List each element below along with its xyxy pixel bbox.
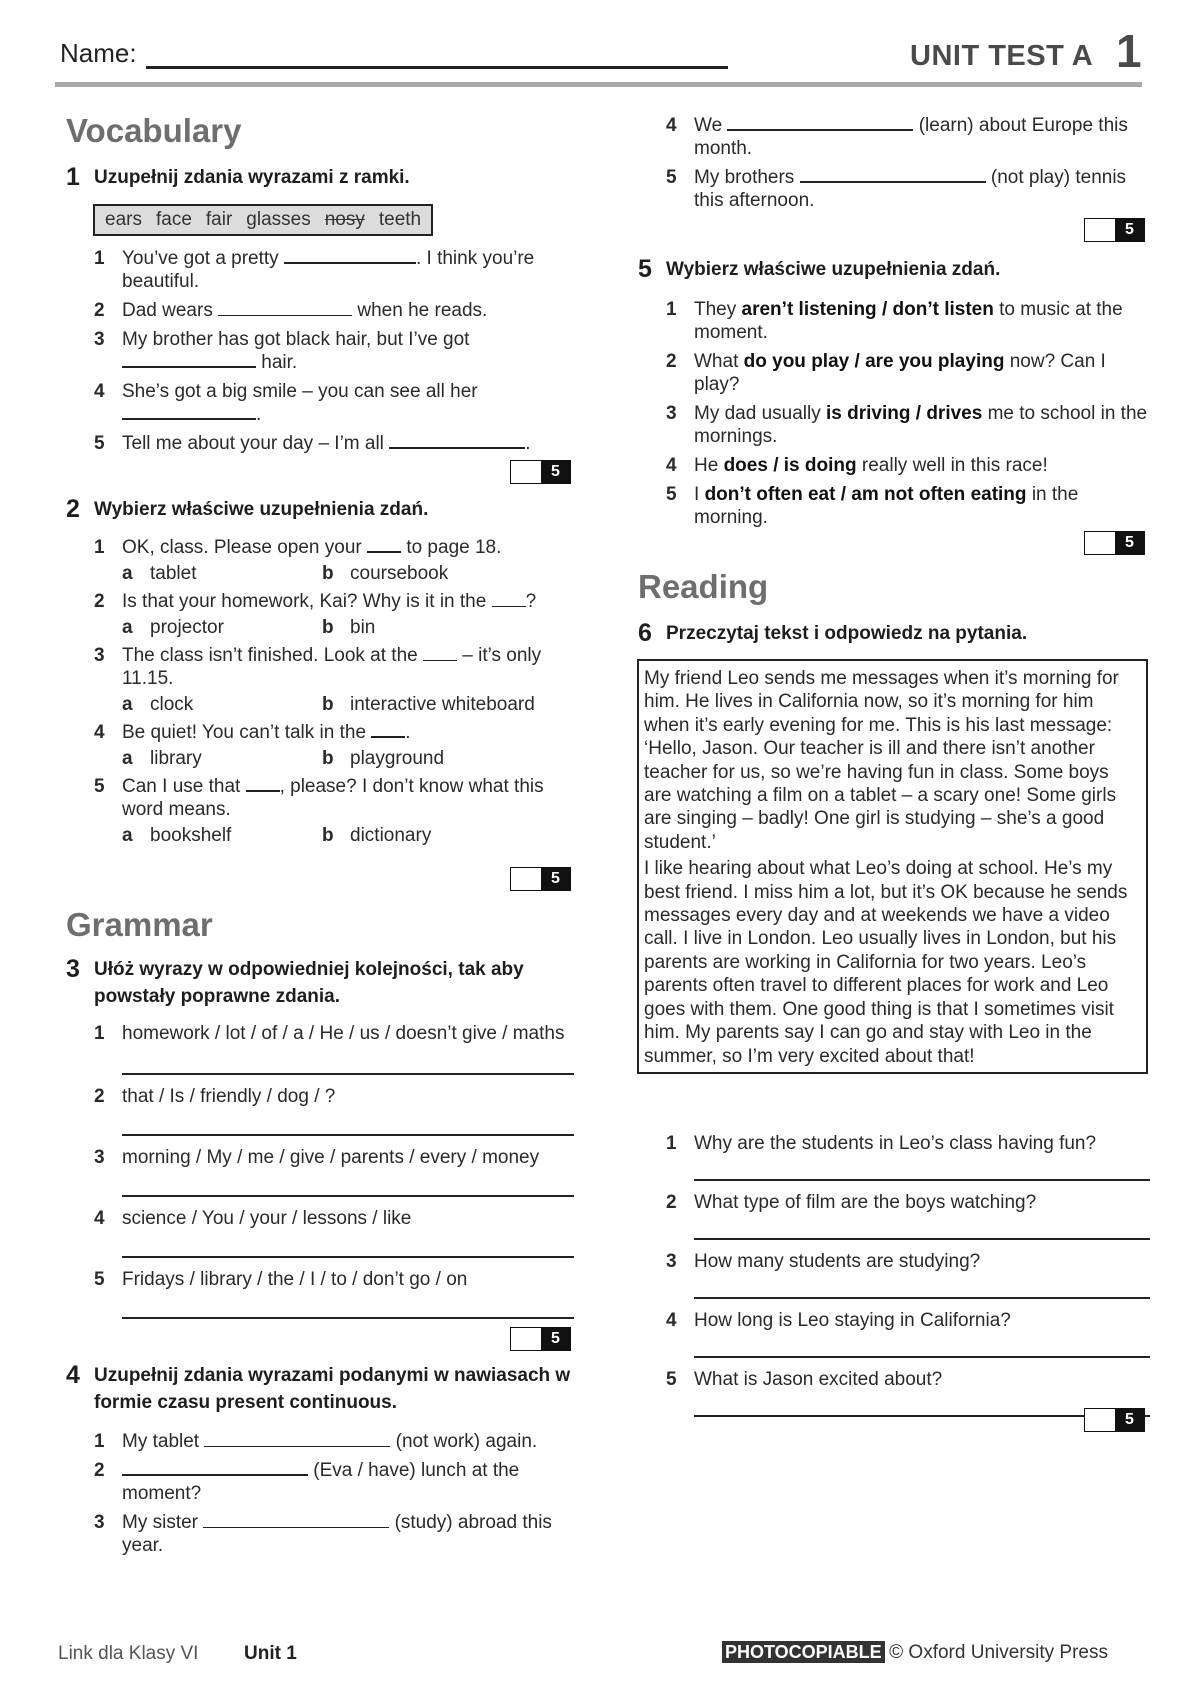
answer-line[interactable]: [122, 1124, 574, 1136]
answer-options: [122, 616, 574, 639]
list-item: 4 She’s got a big smile – you can see all her .: [94, 381, 478, 425]
option-a[interactable]: a tablet: [122, 563, 197, 584]
task-2-items: [94, 532, 574, 847]
photocopiable-badge: PHOTOCOPIABLE: [722, 1641, 885, 1663]
answer-line[interactable]: [694, 1346, 1150, 1358]
answer-line[interactable]: [122, 1185, 574, 1197]
choice-option[interactable]: do you play: [743, 351, 850, 372]
option-b[interactable]: b interactive whiteboard: [322, 694, 535, 715]
choice-option[interactable]: don’t listen: [892, 299, 994, 320]
list-item: 4 Be quiet! You can’t talk in the .: [94, 722, 411, 743]
task-2: [66, 496, 576, 523]
footer-copyright: [722, 1642, 1108, 1664]
answer-blank[interactable]: [371, 722, 405, 738]
task-title: Wybierz właściwe uzupełnienia zdań.: [94, 499, 429, 520]
answer-blank[interactable]: [727, 115, 913, 131]
answer-options: [122, 747, 574, 770]
task-4-items: [94, 1426, 574, 1557]
list-item: 4 We (learn) about Europe this month.: [666, 115, 1128, 159]
list-item: 2 that / Is / friendly / dog / ?: [94, 1086, 336, 1107]
list-item: 5 Tell me about your day – I’m all .: [94, 433, 531, 454]
list-item: 2 What do you play / are you playing now? Can I play?: [666, 351, 1106, 395]
list-item: 1 You’ve got a pretty . I think you’re beautiful.: [94, 248, 535, 292]
option-a[interactable]: a clock: [122, 694, 194, 715]
question-item: 4 How long is Leo staying in California?: [666, 1310, 1011, 1331]
name-label: Name:: [60, 38, 137, 68]
option-a[interactable]: a projector: [122, 617, 224, 638]
answer-blank[interactable]: [423, 646, 457, 661]
task-title: Uzupełnij zdania wyrazami podanymi w nawiasach w formie czasu present continuous.: [94, 1365, 571, 1413]
answer-blank[interactable]: [367, 537, 401, 553]
answer-blank[interactable]: [800, 167, 986, 183]
answer-blank[interactable]: [492, 592, 526, 607]
task-title: Uzupełnij zdania wyrazami z ramki.: [94, 167, 410, 188]
choice-option[interactable]: does: [723, 455, 768, 476]
section-title-vocabulary: Vocabulary: [66, 112, 242, 149]
option-b[interactable]: b coursebook: [322, 563, 449, 584]
task-number: 6: [638, 619, 652, 647]
answer-blank[interactable]: [218, 301, 352, 316]
reading-text-box: [637, 659, 1148, 1074]
task-number: 3: [66, 955, 80, 983]
choice-option[interactable]: am not often eating: [851, 484, 1027, 505]
option-a[interactable]: a library: [122, 748, 202, 769]
task-1-items: [94, 243, 574, 455]
answer-blank[interactable]: [204, 1432, 390, 1447]
list-item: 5 Fridays / library / the / I / to / don’t go / on: [94, 1269, 468, 1290]
score-box[interactable]: 5: [510, 867, 571, 891]
list-item: 4 science / You / your / lessons / like: [94, 1208, 412, 1229]
score-box[interactable]: 5: [510, 460, 571, 484]
unit-test-number: 1: [1116, 25, 1142, 77]
list-item: 3 My dad usually is driving / drives me to school in the mornings.: [666, 403, 1148, 447]
list-item: 1 OK, class. Please open your to page 18.: [94, 537, 502, 558]
list-item: 2 Dad wears when he reads.: [94, 300, 488, 321]
section-title-grammar: Grammar: [66, 906, 213, 943]
task-4: [66, 1362, 586, 1416]
word-box: [93, 204, 433, 236]
header-divider: [55, 82, 1142, 87]
choice-option[interactable]: don’t often eat: [704, 484, 836, 505]
answer-line[interactable]: [694, 1228, 1150, 1240]
answer-line[interactable]: [122, 1246, 574, 1258]
answer-options: [122, 824, 574, 847]
task-title: Ułóż wyrazy w odpowiedniej kolejności, tak aby powstały poprawne zdania.: [94, 959, 524, 1007]
choice-option[interactable]: is driving: [826, 403, 911, 424]
question-item: 3 How many students are studying?: [666, 1251, 981, 1272]
answer-options: [122, 693, 574, 716]
list-item: 5 Can I use that , please? I don’t know what this word means.: [94, 776, 544, 820]
section-title-reading: Reading: [638, 568, 769, 605]
word-box-item-crossed: nosy: [324, 209, 365, 230]
answer-options: [122, 562, 574, 585]
reading-paragraph: My friend Leo sends me messages when it’s morning for him. He lives in California now, so it’s morning for him when it’s early evening for me. This is his last message: ‘Hello, Jason. Our teacher is ill and there isn’t another teacher for us, so we’re having fun in class. Some boys are watching a film on a tablet – a scary one! Some girls are singing – badly! One girl is studying – she’s a good student.’: [644, 668, 1119, 853]
list-item: 2 Is that your homework, Kai? Why is it in the ?: [94, 591, 537, 612]
list-item: 1 My tablet (not work) again.: [94, 1431, 538, 1452]
answer-blank[interactable]: [122, 404, 256, 420]
publisher-text: © Oxford University Press: [889, 1642, 1108, 1663]
task-number: 5: [638, 255, 652, 283]
task-number: 4: [66, 1361, 80, 1389]
answer-blank[interactable]: [203, 1513, 389, 1528]
footer-book-title: Link dla Klasy VI: [58, 1643, 199, 1664]
question-item: 1 Why are the students in Leo’s class having fun?: [666, 1133, 1097, 1154]
answer-blank[interactable]: [284, 248, 416, 264]
choice-option[interactable]: drives: [926, 403, 983, 424]
choice-option[interactable]: is doing: [783, 455, 857, 476]
answer-line[interactable]: [122, 1063, 574, 1075]
answer-blank[interactable]: [122, 352, 256, 368]
list-item: 3 My brother has got black hair, but I’ve got hair.: [94, 329, 470, 373]
answer-blank[interactable]: [389, 433, 525, 449]
unit-test-label: UNIT TEST A: [910, 40, 1094, 72]
list-item: 3 The class isn’t finished. Look at the – it’s only 11.15.: [94, 645, 542, 689]
question-item: 2 What type of film are the boys watching?: [666, 1192, 1037, 1213]
word-box-item: ears: [105, 209, 142, 230]
answer-blank[interactable]: [246, 776, 280, 792]
footer-unit: Unit 1: [244, 1643, 297, 1664]
task-number: 2: [66, 495, 80, 523]
score-box[interactable]: 5: [1084, 218, 1145, 242]
answer-blank[interactable]: [122, 1460, 308, 1476]
task-title: Przeczytaj tekst i odpowiedz na pytania.: [666, 623, 1028, 644]
list-item: 2 (Eva / have) lunch at the moment?: [94, 1460, 520, 1504]
choice-option[interactable]: are you playing: [865, 351, 1005, 372]
task-5: [638, 256, 1158, 283]
list-item: 3 morning / My / me / give / parents / every / money: [94, 1147, 540, 1168]
word-box-item: face: [155, 209, 192, 230]
task-number: 1: [66, 163, 80, 191]
task-4-items-continued: [666, 114, 1150, 212]
list-item: 5 My brothers (not play) tennis this afternoon.: [666, 167, 1127, 211]
score-box[interactable]: 5: [1084, 1408, 1145, 1432]
list-item: 5 I don’t often eat / am not often eating in the morning.: [666, 484, 1079, 528]
list-item: 1 They aren’t listening / don’t listen to music at the moment.: [666, 299, 1123, 343]
word-box-item: fair: [205, 209, 233, 230]
task-title: Wybierz właściwe uzupełnienia zdań.: [666, 259, 1001, 280]
score-box[interactable]: 5: [510, 1327, 571, 1351]
answer-line[interactable]: [694, 1287, 1150, 1299]
reading-paragraph: I like hearing about what Leo’s doing at school. He’s my best friend. I miss him a lot, but it’s OK because he sends messages every day and at weekends we have a video call. I live in London. Leo usually lives in London, but his parents are working in California for two years. Leo’s parents often travel to different places for work and Leo goes with them. One good thing is that I sometimes visit him. My parents say I can go and stay with Leo in the summer, so I’m very excited about that!: [644, 858, 1128, 1067]
task-5-items: [666, 294, 1150, 529]
list-item: 3 My sister (study) abroad this year.: [94, 1512, 552, 1556]
option-a[interactable]: a bookshelf: [122, 825, 232, 846]
option-b[interactable]: b dictionary: [322, 825, 432, 846]
task-3-items: [94, 1018, 574, 1329]
answer-line[interactable]: [694, 1169, 1150, 1181]
choice-option[interactable]: aren’t listening: [741, 299, 877, 320]
task-6: [638, 620, 1158, 647]
list-item: 1 homework / lot / of / a / He / us / doesn’t give / maths: [94, 1023, 565, 1044]
list-item: 4 He does / is doing really well in this race!: [666, 455, 1048, 476]
answer-line[interactable]: [122, 1307, 574, 1319]
name-input-line[interactable]: [146, 66, 728, 69]
option-b[interactable]: b playground: [322, 748, 445, 769]
answer-line[interactable]: [694, 1405, 1150, 1417]
task-3: [66, 956, 586, 1010]
task-6-questions: [666, 1128, 1150, 1427]
word-box-item: glasses: [246, 209, 311, 230]
word-box-item: teeth: [378, 209, 422, 230]
option-b[interactable]: b bin: [322, 617, 376, 638]
task-1: [66, 164, 576, 191]
score-box[interactable]: 5: [1084, 531, 1145, 555]
question-item: 5 What is Jason excited about?: [666, 1369, 943, 1390]
